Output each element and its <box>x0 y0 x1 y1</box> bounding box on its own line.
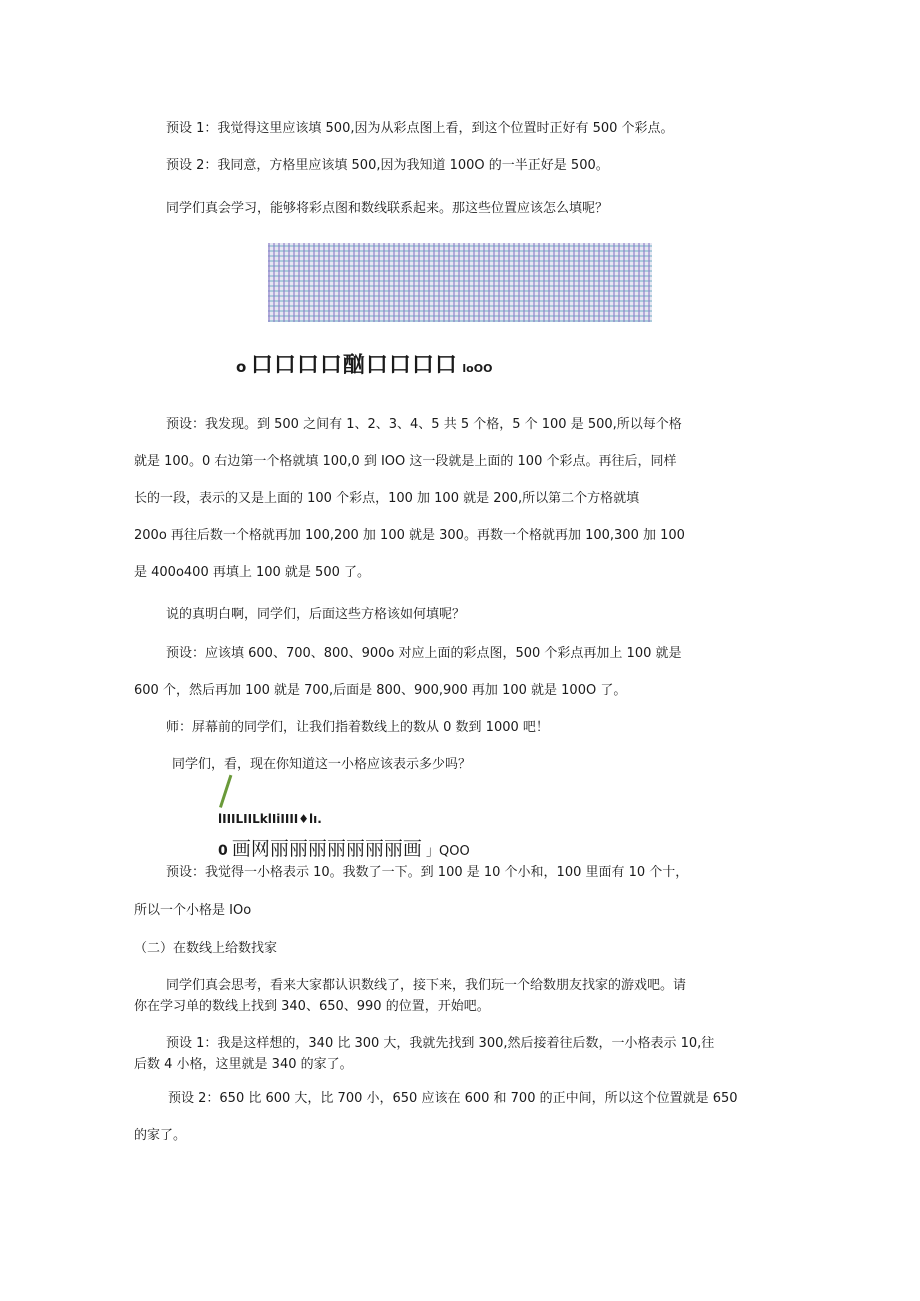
text-line: 预设：我觉得一小格表示 10。我数了一下。到 100 是 10 个小和，100 里面有 10 个十， <box>166 865 689 880</box>
text-line: 预设：我发现。到 500 之间有 1、2、3、4、5 共 5 个格，5 个 100 是 500,所以每个格 <box>166 417 682 432</box>
number-line-1-start: o <box>236 358 247 376</box>
text-line: 就是 100。0 右边第一个格就填 100,0 到 IOO 这一段就是上面的 100 个彩点。再往后，同样 <box>134 454 677 469</box>
text-line: 预设 1：我是这样想的，340 比 300 大，我就先找到 300,然后接着往后数，一小格表示 10,往 <box>166 1036 715 1051</box>
text-line: 后数 4 小格，这里就是 340 的家了。 <box>134 1057 353 1072</box>
paragraph-praise: 说的真明白啊，同学们，后面这些方格该如何填呢？ <box>166 607 466 622</box>
paragraph-preset-1: 预设 1：我觉得这里应该填 500,因为从彩点图上看，到这个位置时正好有 500 个彩点。 <box>166 121 674 136</box>
text-line: 600 个，然后再加 100 就是 700,后面是 800、900,900 再加 100 就是 100O 了。 <box>134 683 627 698</box>
paragraph-preset-2: 预设 2：我同意，方格里应该填 500,因为我知道 100O 的一半正好是 500。 <box>166 158 609 173</box>
number-line-1-boxes: 口口口口酗口口口口 <box>250 353 458 378</box>
text-line: 200o 再往后数一个格就再加 100,200 加 100 就是 300。再数一个格就再加 100,300 加 100 <box>134 528 685 543</box>
paragraph-small-grid-question: 同学们，看，现在你知道这一小格应该表示多少吗？ <box>172 757 472 772</box>
pointer-tick <box>219 775 232 808</box>
text-line: 长的一段，表示的又是上面的 100 个彩点，100 加 100 就是 200,所以第二个方格就填 <box>134 491 640 506</box>
paragraph-teacher-question: 同学们真会学习，能够将彩点图和数线联系起来。那这些位置应该怎么填呢？ <box>166 201 609 216</box>
text-line: 同学们真会思考，看来大家都认识数线了，接下来，我们玩一个给数朋友找家的游戏吧。请 <box>166 978 687 993</box>
text-line: 预设 2：650 比 600 大，比 700 小，650 应该在 600 和 700 的正中间，所以这个位置就是 650 <box>168 1091 738 1106</box>
number-line-2 <box>218 834 470 861</box>
text-line: 预设：应该填 600、700、800、900o 对应上面的彩点图，500 个彩点再加上 100 就是 <box>166 646 682 661</box>
number-line-2-end: 」QOO <box>426 844 470 859</box>
number-line-2-boxes: 画网丽丽丽丽丽丽丽画 <box>231 838 422 860</box>
text-line: 你在学习单的数线上找到 340、650、990 的位置，开始吧。 <box>134 999 490 1014</box>
text-line: 的家了。 <box>134 1128 187 1143</box>
number-line-2-start: 0 <box>218 843 228 859</box>
section-heading: （二）在数线上给数找家 <box>134 941 278 956</box>
text-line: 所以一个小格是 IOo <box>134 903 252 918</box>
number-line-1 <box>236 348 492 379</box>
number-line-2-ruler: lIIILIILklIiIIII♦lı. <box>218 812 322 826</box>
paragraph-teacher-count: 师：屏幕前的同学们，让我们指着数线上的数从 0 数到 1000 吧！ <box>166 720 549 735</box>
color-dot-chart <box>268 243 652 322</box>
number-line-1-end: loOO <box>462 362 493 375</box>
text-line: 是 400o400 再填上 100 就是 500 了。 <box>134 565 370 580</box>
